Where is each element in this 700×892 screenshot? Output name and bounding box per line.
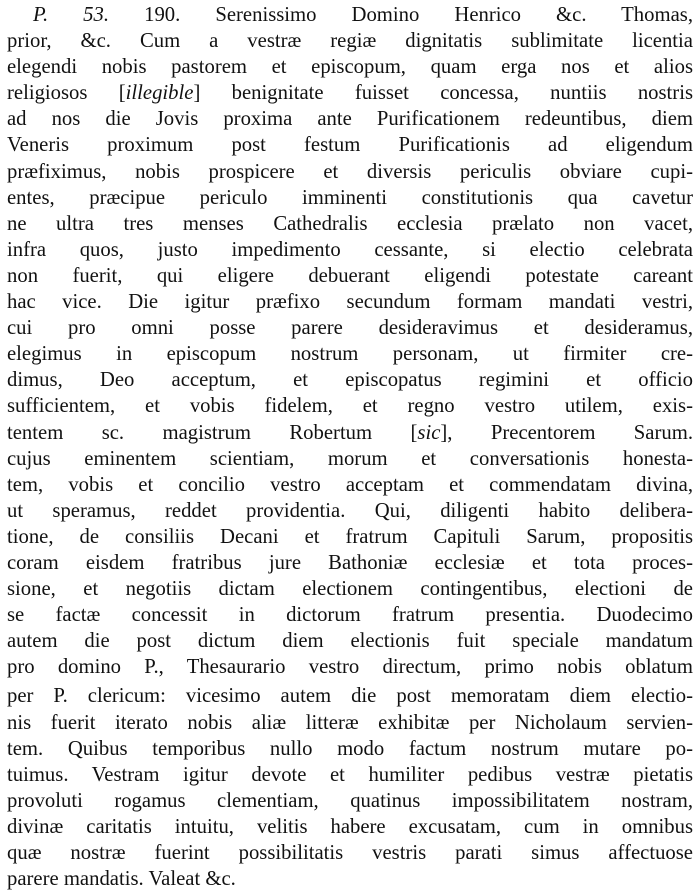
text-line xyxy=(7,602,693,628)
text-segment: tuimus. Vestram igitur devote et humiliter pedibus vestræ pietatis xyxy=(7,763,693,786)
text-segment: tentem sc. magistrum Robertum [ xyxy=(7,421,418,444)
text-segment: Serenissimo Domino Henrico &c. Thomas, xyxy=(215,4,693,26)
editorial-note: illegible xyxy=(125,82,194,105)
text-line xyxy=(7,341,693,367)
text-line xyxy=(7,393,693,419)
text-segment: tione, de consiliis Decani et fratrum Capituli Sarum, propositis xyxy=(7,525,693,548)
letter-body xyxy=(7,2,693,892)
text-segment: ut speramus, reddet providentia. Qui, diligenti habito delibera- xyxy=(7,499,693,522)
text-segment: nis fuerit iterato nobis aliæ litteræ exhibitæ per Nicholaum servien- xyxy=(7,711,693,734)
text-line xyxy=(7,315,693,341)
text-line xyxy=(7,80,693,106)
text-line xyxy=(7,710,693,736)
text-segment: pro domino P., Thesaurario vestro directum, primo nobis oblatum xyxy=(7,656,693,679)
text-line xyxy=(7,576,693,602)
text-line xyxy=(7,263,693,289)
text-segment: tem, vobis et concilio vestro acceptam et commendatam divina, xyxy=(7,473,693,496)
text-segment: prior, &c. Cum a vestræ regiæ dignitatis sublimitate licentia xyxy=(7,30,693,53)
text-line xyxy=(7,788,693,814)
text-segment: sufficientem, et vobis fidelem, et regno vestro utilem, exis- xyxy=(7,395,693,418)
editorial-note: sic xyxy=(417,421,441,444)
text-segment: divinæ caritatis intuitu, velitis habere excusatam, cum in omnibus xyxy=(7,815,693,838)
text-line xyxy=(7,866,693,892)
text-segment: præfiximus, nobis prospicere et diversis periculis obviare cupi- xyxy=(7,160,693,183)
text-line xyxy=(7,106,693,132)
text-line xyxy=(7,814,693,840)
text-segment: se factæ concessit in dictorum fratrum presentia. Duodecimo xyxy=(7,604,693,627)
text-segment: ] benignitate fuisset concessa, nuntiis nostris xyxy=(193,82,693,105)
text-line xyxy=(7,628,693,654)
text-line xyxy=(7,550,693,576)
text-line xyxy=(7,289,693,315)
text-segment: entes, præcipue periculo imminenti constitutionis qua cavetur xyxy=(7,186,693,209)
text-segment: elegendi nobis pastorem et episcopum, quam erga nos et alios xyxy=(7,56,693,79)
text-line xyxy=(7,498,693,524)
text-segment: provoluti rogamus clementiam, quatinus impossibilitatem nostram, xyxy=(7,789,693,812)
text-segment: ne ultra tres menses Cathedralis ecclesia prælato non vacet, xyxy=(7,212,693,235)
text-segment: cujus eminentem scientiam, morum et conversationis honesta- xyxy=(7,447,693,470)
text-line xyxy=(7,683,693,709)
text-line xyxy=(7,762,693,788)
text-segment: ad nos die Jovis proxima ante Purificationem redeuntibus, diem xyxy=(7,108,693,131)
text-line xyxy=(7,132,693,158)
text-line xyxy=(7,28,693,54)
text-line xyxy=(7,654,693,680)
text-segment: coram eisdem fratribus jure Bathoniæ ecclesiæ et tota proces- xyxy=(7,551,693,574)
text-segment: hac vice. Die igitur præfixo secundum formam mandati vestri, xyxy=(7,291,693,314)
text-segment: quæ nostræ fuerint possibilitatis vestris parati simus affectuose xyxy=(7,842,693,864)
text-line xyxy=(7,237,693,263)
text-line xyxy=(7,524,693,550)
letter-text xyxy=(7,2,693,892)
entry-number: 190. xyxy=(144,4,181,26)
text-segment: infra quos, justo impedimento cessante, si electio celebrata xyxy=(7,238,693,261)
text-line xyxy=(7,840,693,866)
text-line xyxy=(7,420,693,446)
text-segment: parere mandatis. Valeat &c. xyxy=(7,868,236,891)
text-segment: ], Precentorem Sarum. xyxy=(440,421,693,444)
text-line xyxy=(7,472,693,498)
text-segment: sione, et negotiis dictam electionem contingentibus, electioni de xyxy=(7,578,693,601)
text-line xyxy=(7,211,693,237)
text-segment: autem die post dictum diem electionis fuit speciale mandatum xyxy=(7,630,693,653)
text-segment: per P. clericum: vicesimo autem die post memoratam diem electio- xyxy=(7,685,693,708)
text-line xyxy=(7,54,693,80)
text-segment: elegimus in episcopum nostrum personam, ut firmiter cre- xyxy=(7,343,693,366)
text-segment: tem. Quibus temporibus nullo modo factum nostrum mutare po- xyxy=(7,737,693,760)
text-line xyxy=(7,367,693,393)
text-segment: non fuerit, qui eligere debuerant eligendi potestate careant xyxy=(7,264,693,287)
text-line xyxy=(7,446,693,472)
text-line xyxy=(7,159,693,185)
text-segment: Veneris proximum post festum Purificationis ad eligendum xyxy=(7,134,693,157)
text-segment: cui pro omni posse parere desideravimus et desideramus, xyxy=(7,317,693,340)
text-line xyxy=(7,185,693,211)
page-reference: P. 53. xyxy=(33,4,110,26)
text-line xyxy=(7,736,693,762)
text-segment: dimus, Deo acceptum, et episcopatus regimini et officio xyxy=(7,369,693,392)
text-segment: religiosos [ xyxy=(7,82,126,105)
text-line xyxy=(7,2,693,28)
